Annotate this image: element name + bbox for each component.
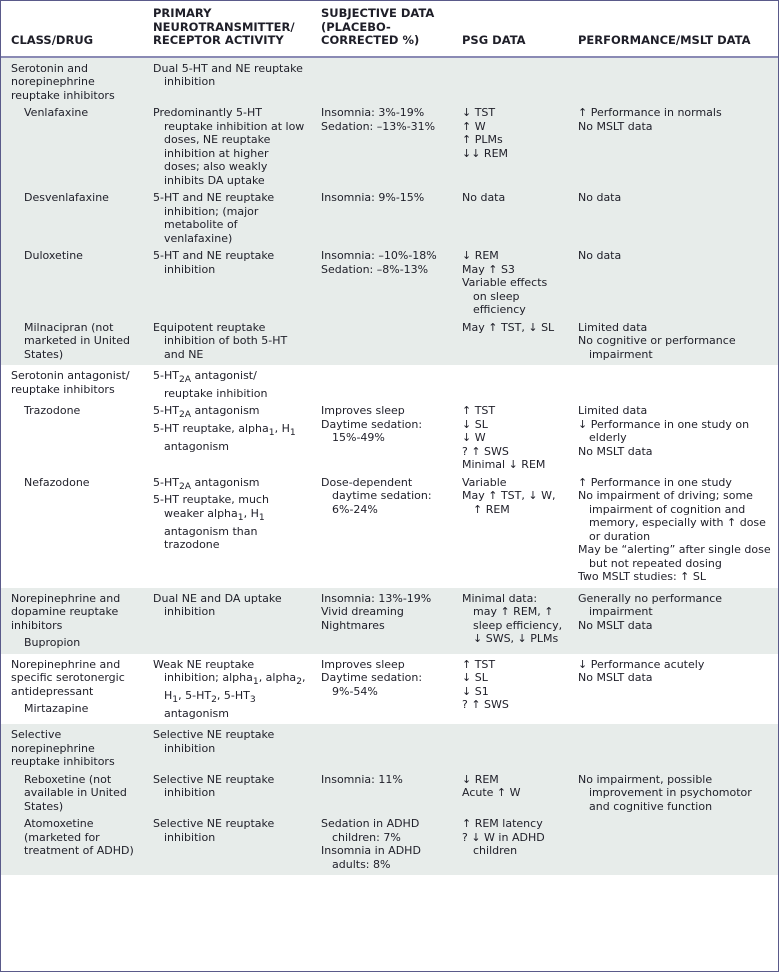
psg-line: ↓↓ REM — [462, 146, 509, 160]
psg-cell — [452, 245, 568, 317]
psg-cell — [452, 317, 568, 366]
drug-cell: Trazodone — [1, 400, 143, 472]
header-subjective-line: SUBJECTIVE DATA — [321, 6, 435, 20]
activity-cell — [143, 654, 311, 724]
performance-line: No impairment, possible improvement in psychomotor and cognitive function — [578, 772, 752, 813]
activity-fragment: , H — [164, 671, 306, 702]
subjective-line: Insomnia in ADHD adults: 8% — [321, 844, 421, 871]
activity-cell — [143, 365, 311, 400]
activity-fragment: Weak NE reuptake inhibition; alpha — [153, 657, 255, 685]
activity-text — [153, 658, 307, 720]
drug-cell: Milnacipran (not marketed in United States) — [1, 317, 143, 366]
drug-cell: Nefazodone — [1, 472, 143, 588]
activity-cell — [143, 102, 311, 187]
psg-line: Variable — [462, 475, 507, 489]
performance-cell — [568, 724, 778, 769]
performance-cell — [568, 102, 778, 187]
activity-fragment: 5-HT — [153, 475, 179, 489]
performance-line: ↑ Performance in normals — [578, 106, 722, 119]
subjective-cell — [311, 365, 452, 400]
performance-line: Two MSLT studies: ↑ SL — [578, 570, 707, 584]
psg-line: May ↑ S3 — [462, 262, 515, 276]
activity-text — [153, 493, 307, 551]
class-cell: Serotonin and norepinephrine reuptake inhibitors — [1, 57, 143, 103]
psg-line: ? ↓ W in ADHD children — [462, 830, 545, 858]
header-psg-text: PSG DATA — [462, 33, 526, 47]
table-row — [1, 57, 778, 103]
performance-line: ↑ Performance in one study — [578, 475, 732, 489]
table-row — [1, 724, 778, 769]
activity-subscript: 1 — [172, 694, 179, 706]
activity-text: Selective NE reuptake inhibition — [153, 728, 275, 755]
psg-line: ↓ W — [462, 431, 486, 445]
performance-line: Limited data — [578, 404, 648, 418]
psg-line: Variable effects on sleep efficiency — [462, 276, 548, 316]
subjective-line: Improves sleep — [321, 404, 405, 418]
performance-line: No cognitive or performance impairment — [578, 334, 736, 361]
activity-cell — [143, 724, 311, 769]
table-row — [1, 769, 778, 814]
drug-cell: Desvenlafaxine — [1, 187, 143, 245]
header-psg — [452, 1, 568, 57]
activity-fragment: , H — [243, 506, 259, 520]
psg-cell — [452, 813, 568, 875]
psg-line: Acute ↑ W — [462, 786, 521, 800]
activity-fragment: , 5-HT — [216, 688, 250, 702]
psg-line: ↓ REM — [462, 772, 499, 786]
subjective-line: Improves sleep — [321, 657, 405, 671]
drug-cell: Atomoxetine (marketed for treatment of ADHD) — [1, 813, 143, 875]
subjective-cell — [311, 57, 452, 103]
class-name: Norepinephrine and dopamine reuptake inhibitors — [11, 591, 121, 632]
psg-line: Minimal ↓ REM — [462, 458, 546, 472]
class-cell — [1, 588, 143, 654]
subjective-cell — [311, 813, 452, 875]
psg-line: ↓ TST — [462, 106, 496, 119]
performance-line: Limited data — [578, 320, 648, 334]
subjective-cell — [311, 588, 452, 654]
performance-cell — [568, 57, 778, 103]
subjective-cell — [311, 400, 452, 472]
header-activity-line: PRIMARY — [153, 6, 212, 20]
table-row — [1, 654, 778, 724]
activity-subscript: 2A — [178, 409, 192, 421]
psg-line: Minimal data: may ↑ REM, ↑ sleep efficiency, ↓ SWS, ↓ PLMs — [462, 591, 563, 646]
performance-cell — [568, 472, 778, 588]
activity-fragment: antagonism — [164, 439, 229, 453]
subjective-cell — [311, 724, 452, 769]
activity-fragment: antagonism — [191, 404, 260, 418]
performance-line: May be “alerting” after single dose but not repeated dosing — [578, 543, 771, 570]
performance-line: No MSLT data — [578, 444, 653, 458]
performance-cell — [568, 588, 778, 654]
psg-line: May ↑ TST, ↓ SL — [462, 320, 555, 334]
antidepressant-sleep-table — [1, 1, 778, 875]
subjective-line: Insomnia: 9%-15% — [321, 191, 425, 204]
table-row — [1, 317, 778, 366]
performance-line: No MSLT data — [578, 618, 653, 632]
table-row — [1, 187, 778, 245]
subjective-line: Insomnia: –10%-18% — [321, 249, 437, 262]
activity-fragment: 5-HT reuptake, alpha — [153, 421, 269, 435]
activity-text: Selective NE reuptake inhibition — [153, 772, 275, 800]
psg-line: ? ↑ SWS — [462, 444, 509, 458]
performance-line: No MSLT data — [578, 671, 653, 685]
subjective-cell — [311, 102, 452, 187]
activity-cell — [143, 245, 311, 317]
activity-text — [153, 422, 307, 453]
psg-line: No data — [462, 191, 506, 204]
activity-cell — [143, 400, 311, 472]
activity-text — [153, 476, 307, 494]
psg-line: ↑ PLMs — [462, 133, 503, 146]
header-subjective-line: CORRECTED %) — [321, 33, 420, 47]
performance-cell — [568, 769, 778, 814]
header-performance-text: PERFORMANCE/MSLT DATA — [578, 33, 751, 47]
psg-cell — [452, 472, 568, 588]
psg-line: May ↑ TST, ↓ W, ↑ REM — [462, 489, 556, 516]
subjective-line: Daytime sedation: 15%-49% — [321, 417, 423, 445]
psg-line: ↑ TST — [462, 657, 496, 671]
subjective-line: Sedation: –13%-31% — [321, 119, 436, 133]
activity-fragment: 5-HT reuptake, much weaker alpha — [153, 493, 269, 520]
activity-cell — [143, 472, 311, 588]
activity-text: Dual 5-HT and NE reuptake inhibition — [153, 61, 303, 88]
psg-line: ↓ S1 — [462, 684, 489, 698]
activity-text — [153, 404, 307, 422]
subjective-line: Vivid dreaming — [321, 605, 404, 619]
activity-fragment: antagonist/ reuptake inhibition — [164, 369, 268, 400]
header-activity-line: RECEPTOR ACTIVITY — [153, 33, 284, 47]
activity-fragment: , alpha — [258, 671, 297, 685]
activity-subscript: 1 — [237, 512, 244, 524]
table-row — [1, 245, 778, 317]
psg-cell — [452, 724, 568, 769]
header-activity-line: NEUROTRANSMITTER/ — [153, 19, 295, 34]
subjective-cell — [311, 187, 452, 245]
subjective-cell — [311, 769, 452, 814]
psg-cell — [452, 400, 568, 472]
performance-line: ↓ Performance acutely — [578, 657, 705, 671]
activity-subscript: 1 — [252, 676, 259, 688]
table-row — [1, 102, 778, 187]
subjective-line: Nightmares — [321, 618, 385, 632]
subjective-line: Insomnia: 11% — [321, 772, 403, 786]
table-row — [1, 365, 778, 400]
activity-text: Selective NE reuptake inhibition — [153, 817, 275, 844]
performance-cell — [568, 365, 778, 400]
performance-line: Generally no performance impairment — [578, 591, 723, 619]
subjective-cell — [311, 245, 452, 317]
activity-subscript: 2 — [211, 694, 217, 706]
performance-line: No data — [578, 249, 622, 262]
header-class-drug-text: CLASS/DRUG — [11, 33, 94, 47]
table-row — [1, 400, 778, 472]
drug-name: Mirtazapine — [24, 702, 89, 716]
performance-line: No impairment of driving; some impairment of cognition and memory, especially with ↑ dose or duration — [578, 489, 766, 543]
header-class-drug — [1, 1, 143, 57]
class-cell — [1, 654, 143, 724]
performance-cell — [568, 187, 778, 245]
activity-fragment: 5-HT — [153, 369, 179, 382]
activity-text: Predominantly 5-HT reuptake inhibition at low doses, NE reuptake inhibition at higher doses; also weakly inhibits DA uptake — [153, 106, 305, 187]
psg-line: ↑ W — [462, 119, 486, 133]
header-subjective — [311, 1, 452, 57]
performance-line: No MSLT data — [578, 119, 653, 133]
activity-fragment: antagonism — [164, 706, 229, 720]
activity-subscript: 3 — [249, 694, 256, 706]
performance-cell — [568, 654, 778, 724]
activity-subscript: 1 — [289, 427, 296, 439]
subjective-line: Daytime sedation: 9%-54% — [321, 671, 423, 698]
drug-cell: Duloxetine — [1, 245, 143, 317]
activity-text: 5-HT and NE reuptake inhibition — [153, 249, 275, 276]
subjective-line: Sedation: –8%-13% — [321, 262, 429, 276]
subjective-cell — [311, 472, 452, 588]
activity-cell — [143, 769, 311, 814]
subjective-cell — [311, 317, 452, 366]
psg-cell — [452, 654, 568, 724]
drug-cell: Reboxetine (not available in United States) — [1, 769, 143, 814]
subjective-line: Insomnia: 13%-19% — [321, 591, 432, 605]
activity-subscript: 1 — [258, 512, 265, 524]
performance-cell — [568, 317, 778, 366]
subjective-cell — [311, 654, 452, 724]
subjective-line: Dose-dependent daytime sedation: 6%-24% — [321, 475, 432, 516]
psg-line: ↓ SL — [462, 671, 488, 685]
activity-cell — [143, 813, 311, 875]
activity-fragment: 5-HT — [153, 404, 179, 418]
subjective-line: Sedation in ADHD children: 7% — [321, 817, 420, 844]
psg-cell — [452, 102, 568, 187]
performance-cell — [568, 813, 778, 875]
activity-text: Equipotent reuptake inhibition of both 5-HT and NE — [153, 320, 288, 361]
performance-line: ↓ Performance in one study on elderly — [578, 417, 750, 445]
activity-text: Dual NE and DA uptake inhibition — [153, 591, 282, 619]
psg-cell — [452, 588, 568, 654]
class-name: Norepinephrine and specific serotonergic antidepressant — [11, 657, 125, 698]
psg-line: ↑ REM latency — [462, 817, 543, 831]
activity-text — [153, 369, 307, 400]
activity-cell — [143, 317, 311, 366]
activity-fragment: , H — [274, 421, 290, 435]
psg-line: ↓ REM — [462, 249, 499, 262]
class-cell: Selective norepinephrine reuptake inhibitors — [1, 724, 143, 769]
activity-fragment: antagonism — [191, 475, 260, 489]
psg-cell — [452, 187, 568, 245]
psg-cell — [452, 769, 568, 814]
table-row — [1, 588, 778, 654]
performance-line: No data — [578, 191, 622, 204]
drug-cell: Venlafaxine — [1, 102, 143, 187]
activity-subscript: 2A — [178, 374, 192, 386]
activity-fragment: , 5-HT — [178, 688, 212, 702]
header-performance — [568, 1, 778, 57]
psg-line: ? ↑ SWS — [462, 698, 509, 712]
activity-cell — [143, 187, 311, 245]
activity-fragment: antagonism than trazodone — [164, 524, 258, 552]
psg-cell — [452, 365, 568, 400]
psg-line: ↑ TST — [462, 404, 496, 418]
activity-subscript: 2 — [296, 676, 303, 688]
class-cell: Serotonin antagonist/ reuptake inhibitors — [1, 365, 143, 400]
table-row — [1, 813, 778, 875]
subjective-line: Insomnia: 3%-19% — [321, 106, 425, 119]
header-row — [1, 1, 778, 57]
activity-subscript: 2A — [178, 480, 192, 492]
psg-line: ↓ SL — [462, 417, 488, 431]
activity-cell — [143, 588, 311, 654]
performance-cell — [568, 245, 778, 317]
drug-name: Bupropion — [24, 636, 81, 650]
header-subjective-line: (PLACEBO- — [321, 19, 391, 34]
psg-cell — [452, 57, 568, 103]
header-activity — [143, 1, 311, 57]
performance-cell — [568, 400, 778, 472]
activity-text: 5-HT and NE reuptake inhibition; (major metabolite of venlafaxine) — [153, 191, 275, 245]
table-row — [1, 472, 778, 588]
activity-subscript: 1 — [268, 427, 275, 439]
activity-cell — [143, 57, 311, 103]
